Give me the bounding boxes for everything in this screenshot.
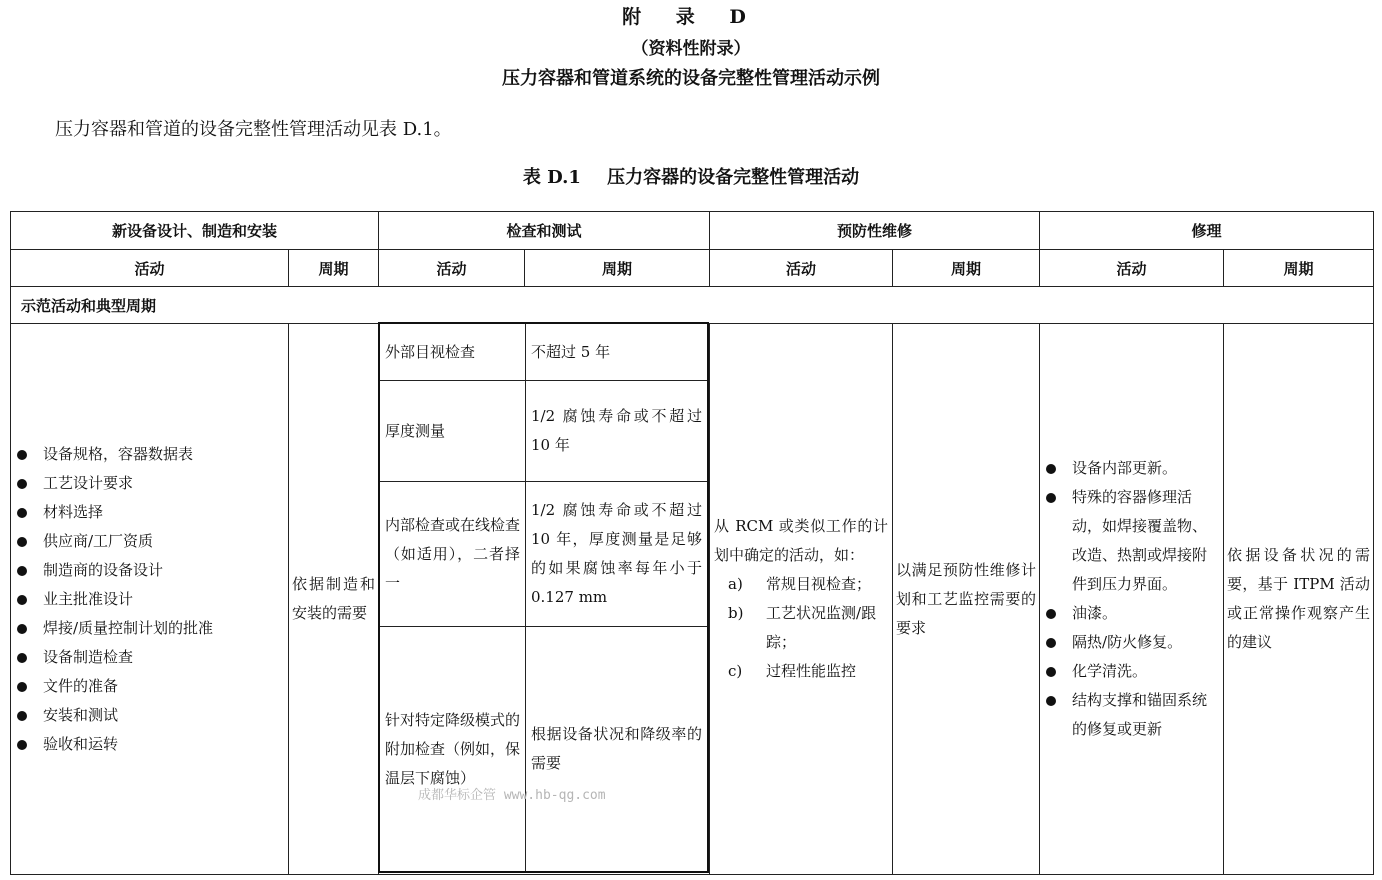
design-activity-item: 业主批准设计 <box>15 585 283 614</box>
inspection-period: 不超过 5 年 <box>531 342 611 361</box>
inspection-row <box>380 324 707 381</box>
group-header-preventive: 预防性维修 <box>710 212 1040 250</box>
table-caption <box>0 163 1382 189</box>
pm-item-key: b) <box>728 604 744 622</box>
inspection-activity: 外部目视检查 <box>380 324 526 380</box>
col-header-activity: 活动 <box>710 250 893 287</box>
inspection-activity: 内部检查或在线检查（如适用），二者择一 <box>380 482 526 626</box>
pm-activity-item <box>714 599 888 657</box>
repair-activity-item: 结构支撑和锚固系统的修复或更新 <box>1044 686 1218 744</box>
repair-period-cell: 依据设备状况的需要，基于 ITPM 活动或正常操作观察产生的建议 <box>1224 324 1374 875</box>
design-activity-item: 验收和运转 <box>15 730 283 759</box>
pm-activity-list <box>714 570 888 686</box>
pm-activity-item <box>714 570 888 599</box>
design-activity-list <box>15 440 283 759</box>
design-activity-item: 安装和测试 <box>15 701 283 730</box>
pm-activity-item <box>714 657 888 686</box>
group-header-design: 新设备设计、制造和安装 <box>11 212 379 250</box>
inspection-period: 1/2 腐蚀寿命或不超过 10 年 <box>531 407 702 454</box>
design-activity-item: 材料选择 <box>15 498 283 527</box>
col-header-activity: 活动 <box>379 250 525 287</box>
design-activity-item: 文件的准备 <box>15 672 283 701</box>
appendix-title: 附 录 D <box>622 6 760 28</box>
design-activity-item: 设备制造检查 <box>15 643 283 672</box>
design-activity-item: 设备规格，容器数据表 <box>15 440 283 469</box>
design-activity-item: 焊接/质量控制计划的批准 <box>15 614 283 643</box>
repair-activity-list <box>1044 454 1218 744</box>
col-header-period: 周期 <box>893 250 1040 287</box>
inspection-period: 根据设备状况和降级率的需要 <box>531 725 702 772</box>
pm-item-text: 过程性能监控 <box>766 662 857 680</box>
pm-item-key: c) <box>728 662 743 680</box>
group-header-repair: 修理 <box>1040 212 1374 250</box>
design-period-cell: 依据制造和安装的需要 <box>289 324 379 875</box>
inspection-activity: 针对特定降级模式的附加检查（例如，保温层下腐蚀） <box>380 627 526 871</box>
repair-activity-item: 设备内部更新。 <box>1044 454 1218 483</box>
col-header-period: 周期 <box>525 250 710 287</box>
col-header-period: 周期 <box>289 250 379 287</box>
group-header-inspection: 检查和测试 <box>379 212 710 250</box>
design-activity-item: 制造商的设备设计 <box>15 556 283 585</box>
repair-activities-cell <box>1040 324 1224 875</box>
table-title: 压力容器的设备完整性管理活动 <box>607 167 860 188</box>
repair-activity-item: 油漆。 <box>1044 599 1218 628</box>
inspection-row <box>380 627 707 871</box>
design-activities-cell <box>11 324 289 875</box>
inspection-period: 1/2 腐蚀寿命或不超过 10 年，厚度测量是足够的如果腐蚀率每年小于 0.127 mm <box>531 501 702 606</box>
pm-intro: 从 RCM 或类似工作的计划中确定的活动，如： <box>714 517 889 564</box>
inspection-row <box>380 482 707 627</box>
col-header-period: 周期 <box>1224 250 1374 287</box>
intro-paragraph: 压力容器和管道的设备完整性管理活动见表 D.1。 <box>55 119 452 140</box>
pm-item-text: 常规目视检查； <box>766 575 872 593</box>
pm-item-key: a) <box>728 575 743 593</box>
appendix-heading: 压力容器和管道系统的设备完整性管理活动示例 <box>502 68 880 89</box>
inspection-activity: 厚度测量 <box>380 381 526 481</box>
design-activity-item: 供应商/工厂资质 <box>15 527 283 556</box>
section-row: 示范活动和典型周期 <box>11 287 1374 324</box>
design-activity-item: 工艺设计要求 <box>15 469 283 498</box>
table-number: 表 D.1 <box>522 167 581 188</box>
col-header-activity: 活动 <box>1040 250 1224 287</box>
watermark: 成都华标企管 www.hb-qg.com <box>418 788 606 803</box>
inspection-row <box>380 381 707 482</box>
col-header-activity: 活动 <box>11 250 289 287</box>
repair-activity-item: 化学清洗。 <box>1044 657 1218 686</box>
repair-activity-item: 隔热/防火修复。 <box>1044 628 1218 657</box>
pm-item-text: 工艺状况监测/跟踪； <box>766 604 877 651</box>
pm-activity-cell <box>710 324 893 875</box>
appendix-type: （资料性附录） <box>631 39 751 59</box>
pm-period-cell: 以满足预防性维修计划和工艺监控需要的要求 <box>893 324 1040 875</box>
repair-activity-item: 特殊的容器修理活动，如焊接覆盖物、改造、热割或焊接附件到压力界面。 <box>1044 483 1218 599</box>
